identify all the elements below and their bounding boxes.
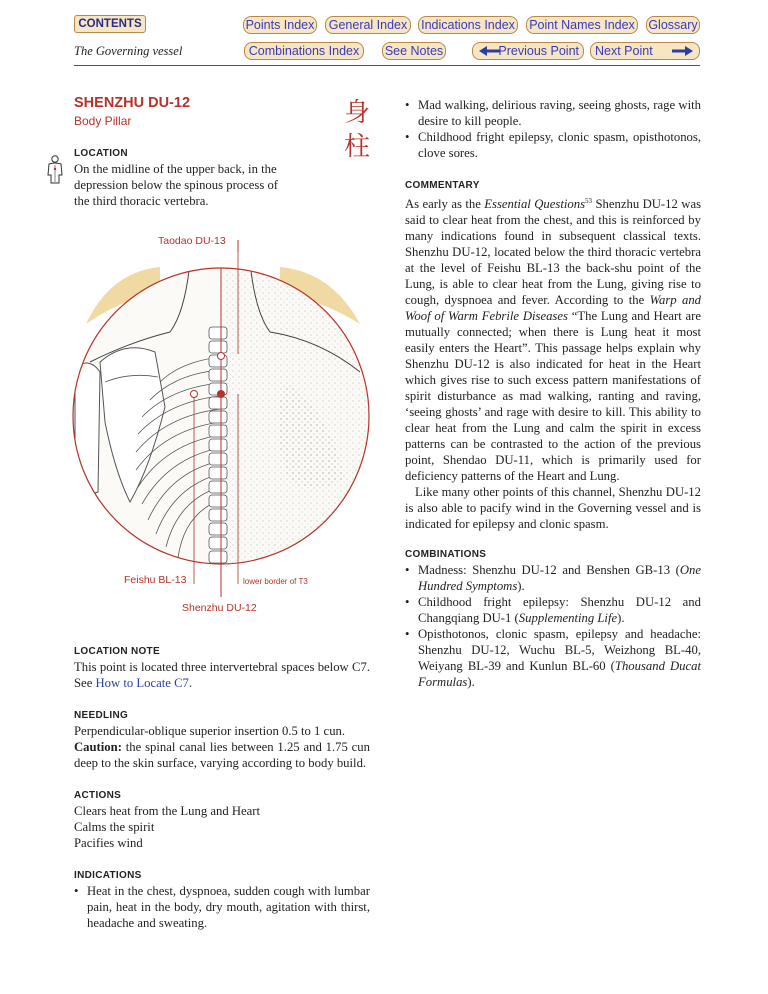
combination-source: Thousand Ducat Formulas — [418, 659, 702, 689]
needling-line: Perpendicular-oblique superior insertion 0.5 to 1 cun. — [74, 724, 346, 738]
indication-item: • Mad walking, delirious raving, seeing ghosts, rage with desire to kill people. — [405, 97, 701, 129]
general-index-button[interactable]: General Index — [325, 16, 411, 34]
feishu-label: Feishu BL-13 — [124, 574, 187, 586]
combination-item — [405, 626, 701, 690]
action-item: Pacifies wind — [74, 836, 143, 850]
combination-text: Childhood fright epilepsy: Shenzhu DU-12 and Changqiang DU-1 ( — [418, 595, 701, 625]
header-divider — [74, 65, 700, 66]
previous-point-label: Previous Point — [498, 44, 579, 58]
commentary-paragraph-1 — [405, 193, 701, 484]
action-item: Calms the spirit — [74, 820, 155, 834]
taodao-point-marker — [218, 353, 225, 360]
caution-label: Caution: — [74, 740, 122, 754]
glossary-button[interactable]: Glossary — [646, 16, 700, 34]
commentary-p1-b: Shenzhu DU-12 was said to clear heat from the chest, and this is reinforced by many indications found in subsequent classical texts. Shenzhu DU-12, located below the third thoracic vertebra at the level of Feishu BL-13 the back-shu point of the Lung, is able to clear heat from the Lung, giving rise to cough, dyspnoea and fever. According to the — [405, 197, 702, 308]
caution-text: the spinal canal lies between 1.25 and 1.75 cun deep to the skin surface, varying according to body build. — [74, 740, 370, 770]
action-item: Clears heat from the Lung and Heart — [74, 804, 261, 818]
commentary-p1-c: “The Lung and Heart are mutually connected; when there is Lung heat it most easily enters the Heart”. This passage helps explain why Shenzhu DU-12 is also indicated for heat in the Heart which gives rise to such excess pattern manifestations of spirit disturbance as mad walking, ranting and raving, ‘seeing ghosts’ and rage with desire to kill. This ability to clear heat from the Lung and calm the spirit in excess patterns can be contrasted to the action of the previous point, Shendao DU-11, which is primarily used for deficiency patterns of the Heart and Lung. — [405, 309, 702, 484]
combination-source: Supplementing Life — [518, 611, 618, 625]
next-point-button[interactable] — [590, 42, 700, 60]
indication-item: • Childhood fright epilepsy, clonic spasm, opisthotonos, clove sores. — [405, 129, 701, 161]
indications-heading: INDICATIONS — [74, 870, 142, 881]
location-text: On the midline of the upper back, in the depression below the spinous process of the third thoracic vertebra. — [74, 162, 279, 208]
location-note-end: . — [188, 676, 193, 690]
commentary-source-2: Warp and Woof of Warm Febrile Diseases — [405, 293, 702, 324]
combination-text: Opisthotonos, clonic spasm, epilepsy and headache: Shenzhu DU-12, Wuchu BL-5, Weizhong BL-40, Weiyang BL-39 and Kunlun BL-60 ( — [418, 627, 701, 673]
location-note-heading: LOCATION NOTE — [74, 646, 160, 657]
combination-source: One Hundred Symptoms — [418, 563, 701, 593]
arrow-right-icon — [671, 45, 695, 57]
combination-end: ). — [467, 675, 475, 689]
shenzhu-point-marker — [217, 390, 225, 398]
combination-end: ). — [517, 579, 525, 593]
needling-heading: NEEDLING — [74, 710, 129, 721]
indications-list-right — [405, 97, 701, 161]
arrow-left-icon — [477, 45, 501, 57]
indication-item: • Heat in the chest, dyspnoea, sudden cough with lumbar pain, heat in the body, dry mouth, agitation with thirst, headache and sweating. — [74, 883, 370, 931]
taodao-label: Taodao DU-13 — [158, 235, 226, 247]
next-point-label: Next Point — [595, 44, 653, 58]
see-notes-button[interactable]: See Notes — [382, 42, 446, 60]
lower-border-label: lower border of T3 — [243, 577, 308, 586]
indications-index-button[interactable]: Indications Index — [418, 16, 518, 34]
footnote-ref[interactable]: 53 — [585, 197, 593, 205]
location-heading: LOCATION — [74, 148, 128, 159]
body-figure-icon — [44, 155, 66, 185]
shenzhu-label: Shenzhu DU-12 — [182, 602, 257, 614]
combination-item — [405, 594, 701, 626]
actions-list — [74, 803, 370, 851]
commentary-paragraph-2: Like many other points of this channel, Shenzhu DU-12 is also able to pacify wind in the Governing vessel and is indicated for epilepsy and clonic spasm. — [405, 485, 701, 532]
combination-text: Madness: Shenzhu DU-12 and Benshen GB-13 ( — [418, 563, 680, 577]
combinations-heading: COMBINATIONS — [405, 549, 487, 560]
combination-item — [405, 562, 701, 594]
contents-button[interactable]: CONTENTS — [74, 15, 146, 33]
location-note-text — [74, 659, 370, 691]
combination-end: ). — [617, 611, 625, 625]
chinese-characters — [340, 96, 374, 164]
hanzi-1: 身 — [343, 98, 370, 128]
actions-heading: ACTIONS — [74, 790, 122, 801]
feishu-point-marker — [191, 391, 198, 398]
point-title: SHENZHU DU-12 — [74, 95, 191, 111]
needling-caution — [74, 739, 370, 771]
point-names-index-button[interactable]: Point Names Index — [526, 16, 638, 34]
commentary-source-1: Essential Questions — [484, 197, 586, 212]
commentary-p1-a: As early as the — [405, 197, 481, 212]
how-to-locate-c7-link[interactable]: How to Locate C7 — [95, 676, 189, 690]
previous-point-button[interactable] — [472, 42, 584, 60]
anatomical-figure — [70, 232, 370, 612]
combinations-index-button[interactable]: Combinations Index — [244, 42, 364, 60]
indications-list-left — [74, 883, 370, 931]
needling-text — [74, 723, 370, 771]
points-index-button[interactable]: Points Index — [243, 16, 317, 34]
location-note-body: This point is located three intervertebral spaces below C7. See — [74, 660, 370, 690]
running-head: The Governing vessel — [74, 44, 183, 58]
combinations-list — [405, 562, 701, 690]
commentary-text — [405, 193, 701, 532]
point-subtitle: Body Pillar — [74, 114, 132, 128]
commentary-heading: COMMENTARY — [405, 180, 480, 191]
hanzi-2: 柱 — [343, 132, 370, 162]
